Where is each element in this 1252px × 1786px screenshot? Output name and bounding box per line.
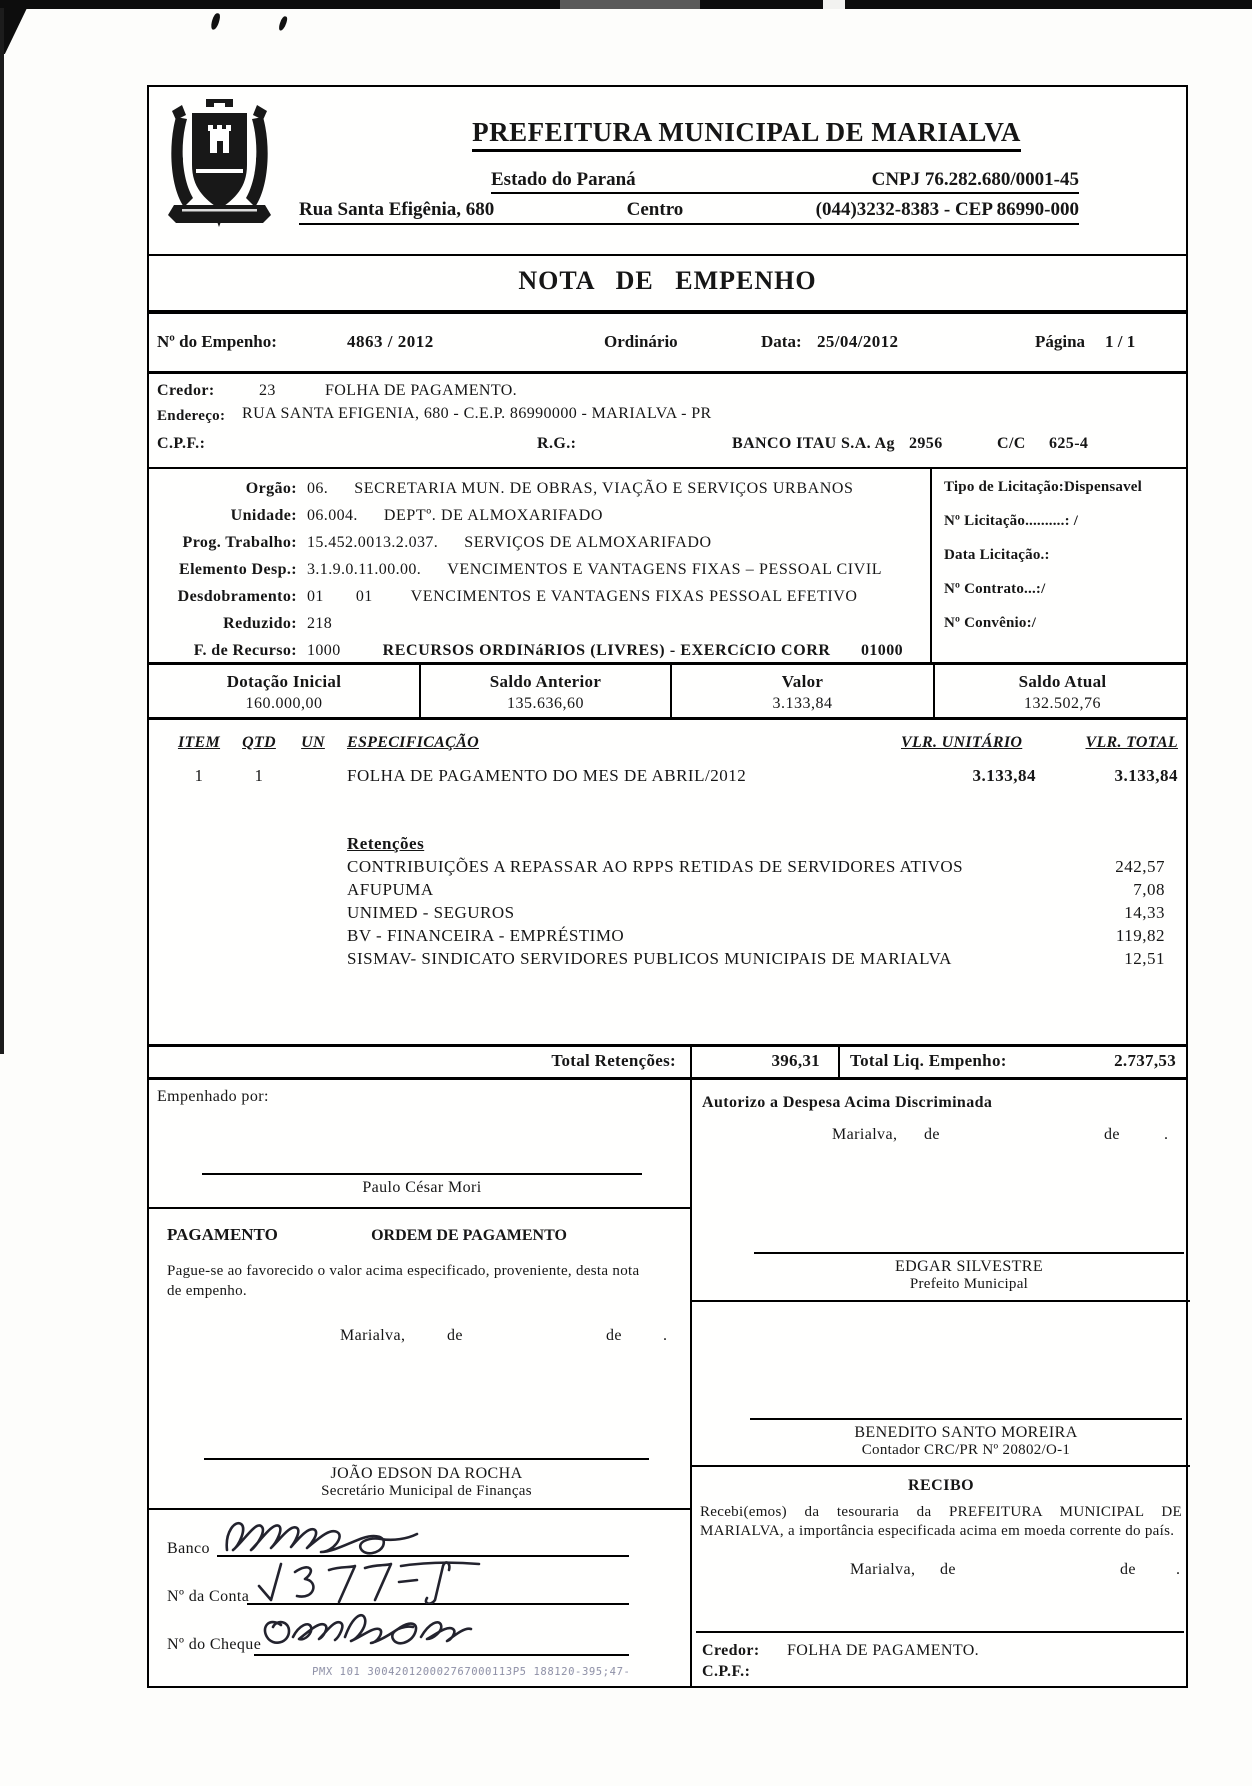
credor-banco: BANCO ITAU S.A. Ag bbox=[732, 435, 895, 452]
dotacao-inicial-cell: Dotação Inicial 160.000,00 bbox=[149, 665, 421, 717]
page-number-label: Página bbox=[1035, 332, 1086, 351]
retencao-row: BV - FINANCEIRA - EMPRÉSTIMO 119,82 bbox=[347, 926, 1165, 945]
scan-left-edge-strip bbox=[0, 8, 4, 1054]
scan-dot-matrix-code: PMX 101 300420120002767000113P5 188120-395;47- bbox=[311, 1666, 631, 1678]
scan-top-edge-gray bbox=[560, 0, 700, 9]
credor-endereco-label: Endereço: bbox=[157, 408, 226, 424]
saldo-anterior-cell: Saldo Anterior 135.636,60 bbox=[421, 665, 672, 717]
classificacao-row-recurso: F. de Recurso: 1000 RECURSOS ORDINáRIOS (LIVRES) - EXERCíCIO CORR 01000 bbox=[149, 637, 930, 664]
handwriting-cheque bbox=[259, 1607, 501, 1655]
col-header-un: UN bbox=[301, 734, 325, 751]
handwriting-conta bbox=[251, 1558, 483, 1604]
empenho-row bbox=[149, 314, 1186, 374]
credor-cc-label: C/C bbox=[997, 435, 1026, 452]
empenhado-assinatura-nome: Paulo César Mori bbox=[362, 1179, 482, 1196]
header-title-wrap bbox=[319, 117, 1174, 152]
header-phone-cep: (044)3232-8383 - CEP 86990-000 bbox=[815, 199, 1079, 220]
contador-box bbox=[692, 1302, 1190, 1467]
page-title: PREFEITURA MUNICIPAL DE MARIALVA bbox=[472, 117, 1021, 152]
header-state: Estado do Paraná bbox=[491, 169, 636, 190]
classificacao-section bbox=[149, 469, 1186, 662]
total-liq-value: 2.737,53 bbox=[1114, 1051, 1176, 1070]
prefeito-assinatura-nome: EDGAR SILVESTRE bbox=[894, 1258, 1044, 1275]
empenhado-signature-line bbox=[202, 1173, 642, 1175]
col-header-qtd: QTD bbox=[242, 734, 276, 751]
classificacao-row-orgao: Orgão: 06. SECRETARIA MUN. DE OBRAS, VIAÇÃO E SERVIÇOS URBANOS bbox=[245, 480, 854, 497]
total-liq-cell bbox=[840, 1047, 1186, 1077]
total-retencoes-value: 396,31 bbox=[692, 1047, 840, 1077]
empenho-date-label: Data: bbox=[761, 332, 802, 351]
coat-of-arms-logo bbox=[162, 95, 277, 235]
secretario-signature-line bbox=[204, 1458, 649, 1460]
retencao-row: AFUPUMA 7,08 bbox=[347, 880, 1165, 899]
recibo-signature-line bbox=[696, 1631, 1184, 1633]
pagamento-texto: Pague-se ao favorecido o valor acima especificado, proveniente, desta nota de empenho. bbox=[167, 1263, 640, 1299]
secretario-cargo: Secretário Municipal de Finanças bbox=[321, 1483, 532, 1499]
licitacao-contrato: Nº Contrato...:/ bbox=[944, 581, 1046, 597]
credor-name: FOLHA DE PAGAMENTO. bbox=[325, 382, 518, 399]
autorizo-city: Marialva, bbox=[832, 1126, 898, 1143]
doc-title-band bbox=[149, 254, 1186, 314]
col-header-item: ITEM bbox=[177, 734, 221, 751]
recibo-city: Marialva, bbox=[850, 1561, 916, 1578]
recibo-texto: Recebi(emos) da tesouraria da PREFEITURA MUNICIPAL DE MARIALVA, a importância especificada acima em moeda corrente do país. bbox=[700, 1504, 1182, 1539]
recibo-de1: de bbox=[940, 1561, 956, 1578]
autorizo-box bbox=[692, 1080, 1190, 1302]
scan-top-edge-gap bbox=[823, 0, 845, 9]
credor-endereco: RUA SANTA EFIGENIA, 680 - C.E.P. 86990000 - MARIALVA - PR bbox=[242, 405, 712, 422]
classificacao-row-elemento: Elemento Desp.: 3.1.9.0.11.00.00. VENCIMENTOS E VANTAGENS FIXAS – PESSOAL CIVIL bbox=[179, 561, 883, 578]
empenho-date: 25/04/2012 bbox=[817, 332, 899, 351]
pagamento-de2: de bbox=[606, 1327, 622, 1344]
header-district: Centro bbox=[626, 199, 684, 220]
header-section bbox=[149, 87, 1186, 254]
autorizo-title: Autorizo a Despesa Acima Discriminada bbox=[702, 1094, 993, 1111]
item-especificacao: FOLHA DE PAGAMENTO DO MES DE ABRIL/2012 bbox=[347, 766, 747, 785]
recibo-credor: FOLHA DE PAGAMENTO. bbox=[787, 1642, 980, 1659]
licitacao-convenio: Nº Convênio:/ bbox=[944, 615, 1037, 631]
header-cnpj: CNPJ 76.282.680/0001-45 bbox=[871, 169, 1079, 190]
item-number: 1 bbox=[194, 766, 204, 785]
contador-cargo: Contador CRC/PR Nº 20802/O-1 bbox=[861, 1442, 1071, 1458]
itens-section bbox=[149, 720, 1186, 1044]
header-state-cnpj-line bbox=[491, 169, 1079, 194]
scan-ink-mark bbox=[210, 12, 221, 30]
empenho-number-label: Nº do Empenho: bbox=[157, 332, 277, 351]
prefeito-cargo: Prefeito Municipal bbox=[909, 1276, 1029, 1292]
conta-label: Nº da Conta bbox=[167, 1588, 250, 1605]
contador-signature-line bbox=[750, 1418, 1182, 1420]
item-vlr-total: 3.133,84 bbox=[1114, 766, 1178, 785]
pagamento-de1: de bbox=[447, 1327, 463, 1344]
recibo-de2: de bbox=[1120, 1561, 1136, 1578]
recibo-cpf-label: C.P.F.: bbox=[702, 1663, 751, 1680]
recibo-box bbox=[692, 1467, 1190, 1686]
retencao-row: SISMAV- SINDICATO SERVIDORES PUBLICOS MUNICIPAIS DE MARIALVA 12,51 bbox=[347, 949, 1165, 968]
licitacao-column bbox=[930, 469, 1190, 662]
autorizo-de1: de bbox=[924, 1126, 940, 1143]
classificacao-row-unidade: Unidade: 06.004. DEPTº. DE ALMOXARIFADO bbox=[230, 507, 604, 524]
saldo-atual-cell: Saldo Atual 132.502,76 bbox=[1018, 672, 1107, 712]
col-header-especificacao: ESPECIFICAÇÃO bbox=[347, 734, 479, 751]
signatures-section bbox=[149, 1080, 1186, 1686]
total-liq-label: Total Liq. Empenho: bbox=[850, 1051, 1007, 1070]
empenhado-box bbox=[149, 1080, 690, 1207]
valor-cell: Valor 3.133,84 bbox=[672, 665, 935, 717]
dotacao-band bbox=[149, 662, 1186, 720]
col-header-vlr-unitario: VLR. UNITÁRIO bbox=[901, 734, 1023, 751]
secretario-assinatura-nome: JOÃO EDSON DA ROCHA bbox=[330, 1465, 523, 1482]
page-number: 1 / 1 bbox=[1105, 332, 1136, 351]
ordem-pagamento-title: ORDEM DE PAGAMENTO bbox=[371, 1227, 567, 1244]
credor-cc: 625-4 bbox=[1049, 435, 1089, 452]
item-vlr-unitario: 3.133,84 bbox=[972, 766, 1036, 785]
credor-code: 23 bbox=[259, 382, 276, 399]
col-header-vlr-total: VLR. TOTAL bbox=[1085, 734, 1178, 751]
empenho-number: 4863 / 2012 bbox=[347, 332, 434, 351]
banco-label: Banco bbox=[167, 1540, 210, 1557]
left-signature-column bbox=[149, 1080, 692, 1686]
scan-ink-mark bbox=[278, 15, 288, 31]
prefeito-signature-line bbox=[754, 1252, 1184, 1254]
doc-title: NOTA DE EMPENHO bbox=[518, 266, 817, 295]
retencoes-block bbox=[347, 832, 1165, 970]
autorizo-de2: de bbox=[1104, 1126, 1120, 1143]
licitacao-data: Data Licitação.: bbox=[944, 547, 1050, 563]
classificacao-row-reduzido: Reduzido: 218 bbox=[223, 615, 333, 632]
credor-section bbox=[149, 374, 1186, 469]
classificacao-row-prog-trabalho: Prog. Trabalho: 15.452.0013.2.037. SERVIÇOS DE ALMOXARIFADO bbox=[182, 534, 712, 551]
scan-corner-blob bbox=[0, 8, 27, 54]
header-address: Rua Santa Efigênia, 680 bbox=[299, 199, 495, 220]
classificacao-row-desdobramento: Desdobramento: 01 01 VENCIMENTOS E VANTAGENS FIXAS PESSOAL EFETIVO bbox=[177, 588, 858, 605]
licitacao-tipo: Tipo de Licitação:Dispensavel bbox=[944, 479, 1143, 495]
retencoes-title: Retenções bbox=[347, 834, 425, 853]
right-signature-column bbox=[692, 1080, 1190, 1686]
licitacao-numero: Nº Licitação..........: / bbox=[944, 513, 1079, 529]
recibo-title: RECIBO bbox=[907, 1477, 975, 1494]
header-address-line bbox=[299, 199, 1079, 225]
empenhado-label: Empenhado por: bbox=[157, 1088, 269, 1105]
credor-cpf-label: C.P.F.: bbox=[157, 435, 206, 452]
item-qtd: 1 bbox=[254, 766, 264, 785]
credor-label: Credor: bbox=[157, 382, 215, 399]
autorizo-dot: . bbox=[1164, 1126, 1169, 1143]
credor-agencia: 2956 bbox=[909, 435, 943, 452]
cheque-label: Nº do Cheque bbox=[167, 1636, 262, 1653]
retencao-row: CONTRIBUIÇÕES A REPASSAR AO RPPS RETIDAS DE SERVIDORES ATIVOS 242,57 bbox=[347, 857, 1165, 876]
credor-rg-label: R.G.: bbox=[537, 435, 577, 452]
empenho-tipo: Ordinário bbox=[604, 332, 678, 351]
classificacao-rows bbox=[149, 475, 930, 664]
recibo-credor-label: Credor: bbox=[702, 1642, 760, 1659]
pagamento-box bbox=[149, 1207, 690, 1510]
contador-assinatura-nome: BENEDITO SANTO MOREIRA bbox=[854, 1424, 1078, 1441]
totais-band bbox=[149, 1044, 1186, 1080]
handwriting-banco bbox=[221, 1512, 433, 1558]
bank-details-box bbox=[149, 1510, 690, 1686]
pagamento-title: PAGAMENTO bbox=[167, 1225, 278, 1244]
recibo-dot: . bbox=[1176, 1561, 1181, 1578]
retencao-row: UNIMED - SEGUROS 14,33 bbox=[347, 903, 1165, 922]
nota-de-empenho-document bbox=[147, 85, 1188, 1688]
pagamento-dot: . bbox=[663, 1327, 668, 1344]
total-retencoes-label: Total Retenções: bbox=[149, 1047, 692, 1077]
pagamento-city: Marialva, bbox=[340, 1327, 406, 1344]
recurso-extra-code: 01000 bbox=[861, 642, 903, 659]
